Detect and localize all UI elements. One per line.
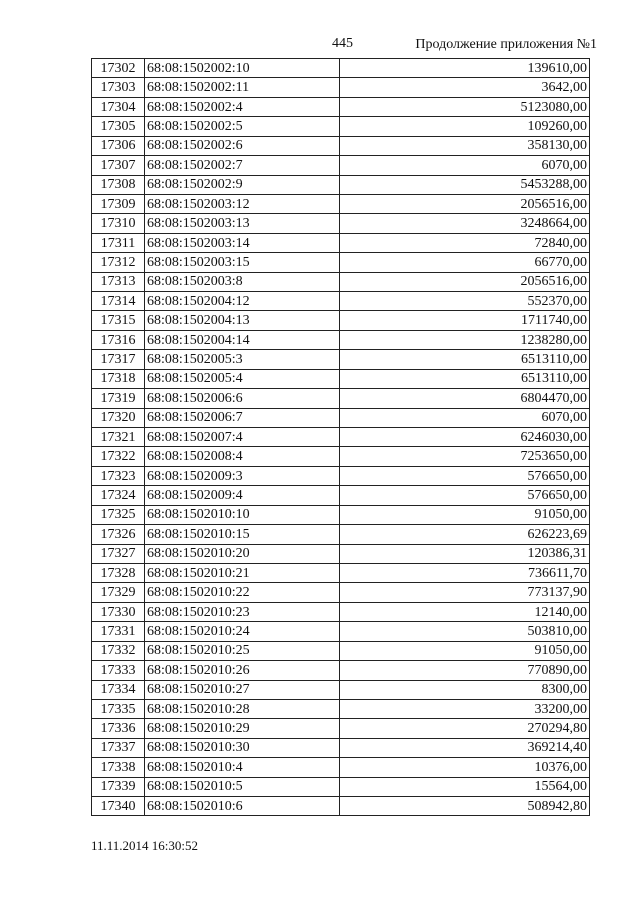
row-number-cell: 17315: [92, 311, 145, 330]
cadastral-value-cell: 6246030,00: [340, 428, 590, 447]
cadastral-value-cell: 10376,00: [340, 758, 590, 777]
row-number-cell: 17339: [92, 777, 145, 796]
row-number-cell: 17319: [92, 389, 145, 408]
cadastral-number-cell: 68:08:1502010:26: [145, 661, 340, 680]
row-number-cell: 17308: [92, 175, 145, 194]
row-number-cell: 17321: [92, 428, 145, 447]
cadastral-value-cell: 576650,00: [340, 486, 590, 505]
table-row: [92, 78, 590, 97]
table-row: [92, 311, 590, 330]
cadastral-value-cell: 72840,00: [340, 233, 590, 252]
cadastral-number-cell: 68:08:1502003:15: [145, 253, 340, 272]
cadastral-value-cell: 33200,00: [340, 699, 590, 718]
table-row: [92, 661, 590, 680]
cadastral-value-cell: 2056516,00: [340, 194, 590, 213]
cadastral-number-cell: 68:08:1502002:11: [145, 78, 340, 97]
cadastral-value-cell: 8300,00: [340, 680, 590, 699]
row-number-cell: 17335: [92, 699, 145, 718]
table-row: [92, 466, 590, 485]
table-row: [92, 117, 590, 136]
table-row: [92, 447, 590, 466]
row-number-cell: 17317: [92, 350, 145, 369]
table-row: [92, 272, 590, 291]
cadastral-value-cell: 6513110,00: [340, 369, 590, 388]
cadastral-value-cell: 626223,69: [340, 525, 590, 544]
cadastral-value-cell: 552370,00: [340, 292, 590, 311]
table-row: [92, 330, 590, 349]
cadastral-number-cell: 68:08:1502003:14: [145, 233, 340, 252]
cadastral-value-cell: 736611,70: [340, 563, 590, 582]
cadastral-number-cell: 68:08:1502005:3: [145, 350, 340, 369]
cadastral-value-cell: 109260,00: [340, 117, 590, 136]
row-number-cell: 17326: [92, 525, 145, 544]
row-number-cell: 17331: [92, 622, 145, 641]
table-row: [92, 486, 590, 505]
cadastral-number-cell: 68:08:1502003:8: [145, 272, 340, 291]
cadastral-value-table: [91, 58, 590, 816]
cadastral-value-cell: 6513110,00: [340, 350, 590, 369]
cadastral-number-cell: 68:08:1502010:29: [145, 719, 340, 738]
row-number-cell: 17314: [92, 292, 145, 311]
cadastral-number-cell: 68:08:1502010:20: [145, 544, 340, 563]
cadastral-number-cell: 68:08:1502003:13: [145, 214, 340, 233]
cadastral-number-cell: 68:08:1502010:25: [145, 641, 340, 660]
row-number-cell: 17322: [92, 447, 145, 466]
cadastral-value-cell: 503810,00: [340, 622, 590, 641]
cadastral-number-cell: 68:08:1502010:24: [145, 622, 340, 641]
cadastral-value-cell: 139610,00: [340, 59, 590, 78]
table-row: [92, 194, 590, 213]
cadastral-number-cell: 68:08:1502002:10: [145, 59, 340, 78]
table-row: [92, 253, 590, 272]
row-number-cell: 17323: [92, 466, 145, 485]
row-number-cell: 17303: [92, 78, 145, 97]
table-row: [92, 389, 590, 408]
cadastral-value-cell: 6804470,00: [340, 389, 590, 408]
row-number-cell: 17325: [92, 505, 145, 524]
cadastral-value-cell: 358130,00: [340, 136, 590, 155]
cadastral-value-cell: 2056516,00: [340, 272, 590, 291]
table-row: [92, 350, 590, 369]
cadastral-number-cell: 68:08:1502005:4: [145, 369, 340, 388]
table-row: [92, 214, 590, 233]
cadastral-number-cell: 68:08:1502009:4: [145, 486, 340, 505]
row-number-cell: 17318: [92, 369, 145, 388]
table-row: [92, 408, 590, 427]
row-number-cell: 17337: [92, 738, 145, 757]
row-number-cell: 17304: [92, 97, 145, 116]
cadastral-value-cell: 3248664,00: [340, 214, 590, 233]
row-number-cell: 17320: [92, 408, 145, 427]
cadastral-value-cell: 1711740,00: [340, 311, 590, 330]
cadastral-number-cell: 68:08:1502010:4: [145, 758, 340, 777]
cadastral-number-cell: 68:08:1502009:3: [145, 466, 340, 485]
row-number-cell: 17328: [92, 563, 145, 582]
table-row: [92, 602, 590, 621]
table-row: [92, 641, 590, 660]
table-row: [92, 136, 590, 155]
row-number-cell: 17311: [92, 233, 145, 252]
table-row: [92, 583, 590, 602]
row-number-cell: 17324: [92, 486, 145, 505]
cadastral-value-cell: 91050,00: [340, 641, 590, 660]
table-row: [92, 525, 590, 544]
cadastral-value-cell: 91050,00: [340, 505, 590, 524]
row-number-cell: 17333: [92, 661, 145, 680]
row-number-cell: 17332: [92, 641, 145, 660]
row-number-cell: 17305: [92, 117, 145, 136]
cadastral-number-cell: 68:08:1502002:4: [145, 97, 340, 116]
footer-timestamp: 11.11.2014 16:30:52: [91, 838, 199, 853]
cadastral-value-cell: 15564,00: [340, 777, 590, 796]
cadastral-value-cell: 770890,00: [340, 661, 590, 680]
cadastral-value-cell: 120386,31: [340, 544, 590, 563]
row-number-cell: 17329: [92, 583, 145, 602]
cadastral-value-cell: 5453288,00: [340, 175, 590, 194]
cadastral-number-cell: 68:08:1502010:30: [145, 738, 340, 757]
cadastral-number-cell: 68:08:1502010:15: [145, 525, 340, 544]
row-number-cell: 17334: [92, 680, 145, 699]
table-row: [92, 505, 590, 524]
table-row: [92, 777, 590, 796]
table-row: [92, 428, 590, 447]
cadastral-number-cell: 68:08:1502010:5: [145, 777, 340, 796]
table-row: [92, 680, 590, 699]
table-row: [92, 233, 590, 252]
row-number-cell: 17336: [92, 719, 145, 738]
row-number-cell: 17313: [92, 272, 145, 291]
cadastral-value-cell: 66770,00: [340, 253, 590, 272]
cadastral-number-cell: 68:08:1502002:9: [145, 175, 340, 194]
cadastral-value-cell: 369214,40: [340, 738, 590, 757]
cadastral-number-cell: 68:08:1502002:6: [145, 136, 340, 155]
table-row: [92, 699, 590, 718]
cadastral-value-cell: 576650,00: [340, 466, 590, 485]
table-row: [92, 544, 590, 563]
table-row: [92, 563, 590, 582]
row-number-cell: 17310: [92, 214, 145, 233]
cadastral-number-cell: 68:08:1502004:12: [145, 292, 340, 311]
row-number-cell: 17340: [92, 797, 145, 816]
row-number-cell: 17312: [92, 253, 145, 272]
table-row: [92, 292, 590, 311]
table-row: [92, 156, 590, 175]
cadastral-value-cell: 1238280,00: [340, 330, 590, 349]
cadastral-number-cell: 68:08:1502010:23: [145, 602, 340, 621]
cadastral-number-cell: 68:08:1502010:6: [145, 797, 340, 816]
cadastral-number-cell: 68:08:1502006:7: [145, 408, 340, 427]
page-number: 445: [332, 36, 353, 51]
row-number-cell: 17330: [92, 602, 145, 621]
cadastral-number-cell: 68:08:1502004:13: [145, 311, 340, 330]
cadastral-value-cell: 12140,00: [340, 602, 590, 621]
cadastral-number-cell: 68:08:1502010:10: [145, 505, 340, 524]
row-number-cell: 17302: [92, 59, 145, 78]
row-number-cell: 17327: [92, 544, 145, 563]
cadastral-number-cell: 68:08:1502007:4: [145, 428, 340, 447]
page-caption: Продолжение приложения №1: [415, 37, 597, 52]
cadastral-number-cell: 68:08:1502004:14: [145, 330, 340, 349]
table-row: [92, 59, 590, 78]
cadastral-value-cell: 6070,00: [340, 156, 590, 175]
cadastral-number-cell: 68:08:1502008:4: [145, 447, 340, 466]
table-row: [92, 719, 590, 738]
table-row: [92, 369, 590, 388]
table-row: [92, 797, 590, 816]
cadastral-number-cell: 68:08:1502002:7: [145, 156, 340, 175]
cadastral-number-cell: 68:08:1502006:6: [145, 389, 340, 408]
row-number-cell: 17307: [92, 156, 145, 175]
table-row: [92, 97, 590, 116]
table-row: [92, 758, 590, 777]
table-body: [92, 59, 590, 816]
cadastral-number-cell: 68:08:1502003:12: [145, 194, 340, 213]
table-row: [92, 738, 590, 757]
row-number-cell: 17306: [92, 136, 145, 155]
cadastral-value-cell: 5123080,00: [340, 97, 590, 116]
cadastral-number-cell: 68:08:1502010:27: [145, 680, 340, 699]
cadastral-value-cell: 6070,00: [340, 408, 590, 427]
cadastral-number-cell: 68:08:1502002:5: [145, 117, 340, 136]
table-row: [92, 622, 590, 641]
cadastral-value-cell: 7253650,00: [340, 447, 590, 466]
cadastral-value-cell: 270294,80: [340, 719, 590, 738]
cadastral-number-cell: 68:08:1502010:21: [145, 563, 340, 582]
row-number-cell: 17309: [92, 194, 145, 213]
cadastral-number-cell: 68:08:1502010:22: [145, 583, 340, 602]
cadastral-value-cell: 773137,90: [340, 583, 590, 602]
cadastral-number-cell: 68:08:1502010:28: [145, 699, 340, 718]
table-row: [92, 175, 590, 194]
cadastral-value-cell: 508942,80: [340, 797, 590, 816]
row-number-cell: 17338: [92, 758, 145, 777]
row-number-cell: 17316: [92, 330, 145, 349]
cadastral-value-cell: 3642,00: [340, 78, 590, 97]
